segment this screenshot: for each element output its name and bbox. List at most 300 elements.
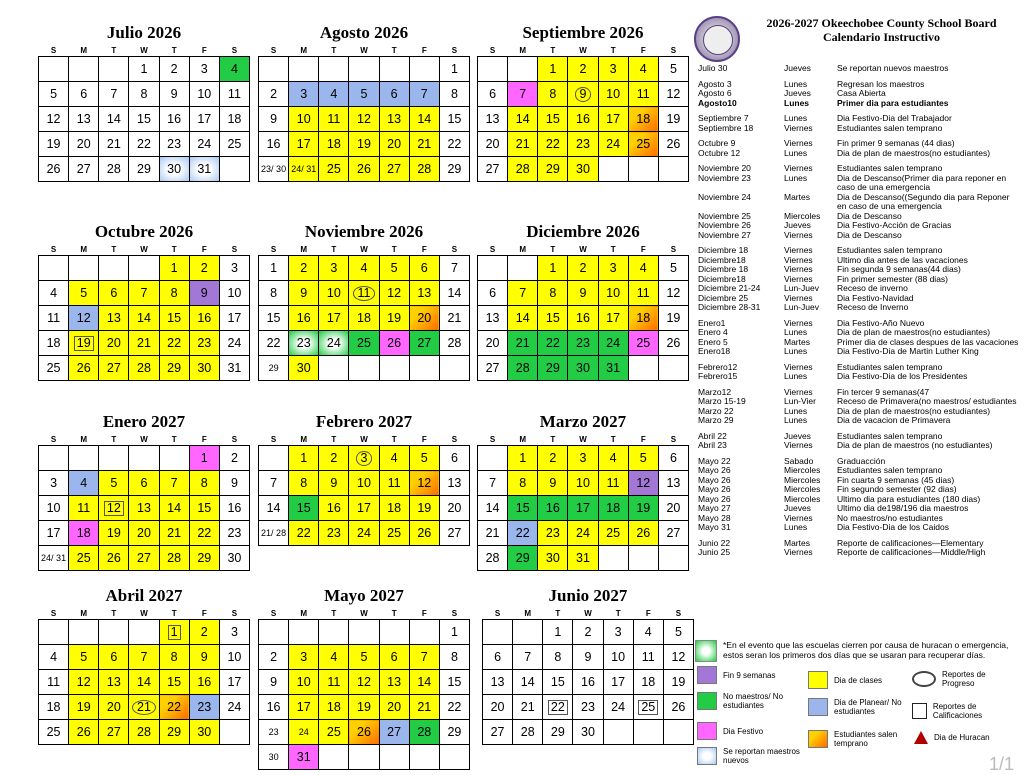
day-number: 24: [227, 335, 242, 350]
day-number: 28: [520, 724, 535, 739]
empty-day-cell: [219, 720, 249, 745]
day-number: 8: [140, 86, 148, 101]
day-number: 30: [197, 360, 212, 375]
event-weekday: Viernes: [784, 292, 813, 303]
day-number: 8: [549, 86, 557, 101]
empty-day-cell: [513, 620, 543, 645]
empty-day-cell: [628, 546, 658, 571]
day-number: 20: [666, 500, 681, 515]
day-number: 30: [227, 550, 242, 565]
day-number: 12: [357, 674, 371, 689]
day-cell: [379, 521, 409, 546]
day-cell: [319, 331, 349, 356]
weekday-header: W: [579, 434, 587, 444]
day-number: 24: [197, 136, 212, 151]
event-description: Dia de vacacion de Primavera: [837, 415, 951, 425]
day-cell: [129, 331, 159, 356]
day-number: 1: [300, 450, 308, 465]
day-number: 18: [606, 500, 621, 515]
day-cell: [483, 695, 513, 720]
event-weekday: Jueves: [784, 88, 811, 98]
day-cell: [289, 496, 319, 521]
week-row: [259, 356, 470, 381]
day-number: 21: [485, 525, 500, 540]
day-cell: [568, 546, 598, 571]
event-row: [698, 372, 1020, 382]
day-cell: [39, 496, 69, 521]
day-number: 2: [200, 624, 208, 639]
day-cell: [99, 496, 129, 521]
day-number: 25: [76, 550, 91, 565]
day-number: 2: [584, 624, 592, 639]
day-cell: [39, 107, 69, 132]
day-number: 14: [137, 674, 151, 689]
day-number: 7: [140, 649, 148, 664]
weekday-header: S: [670, 434, 677, 444]
day-number: 22: [266, 335, 281, 350]
day-cell: [538, 256, 568, 281]
day-number: 9: [579, 285, 587, 300]
day-number: 18: [46, 335, 61, 350]
day-cell: [568, 157, 598, 182]
day-cell: [319, 281, 349, 306]
day-cell: [99, 670, 129, 695]
empty-day-cell: [439, 745, 469, 770]
day-number: 16: [576, 111, 590, 126]
day-cell: [508, 331, 538, 356]
day-cell: [39, 720, 69, 745]
day-cell: [319, 496, 349, 521]
event-weekday: Viernes: [784, 264, 813, 274]
day-cell: [439, 521, 469, 546]
day-number: 11: [636, 86, 650, 101]
day-number: 3: [230, 260, 238, 275]
empty-day-cell: [439, 356, 469, 381]
day-cell: [538, 82, 568, 107]
day-number: 20: [417, 310, 432, 325]
day-number: 7: [519, 86, 527, 101]
day-number: 6: [80, 86, 88, 101]
weekday-header: W: [584, 608, 592, 618]
day-cell: [39, 356, 69, 381]
weekday-header: S: [231, 45, 238, 55]
event-description: Fin segunda 9 semanas(44 dias): [837, 264, 961, 274]
day-cell: [628, 256, 658, 281]
day-cell: [219, 620, 249, 645]
event-weekday: Viernes: [784, 440, 813, 450]
event-weekday: Lunes: [784, 522, 808, 532]
day-number: 5: [390, 260, 398, 275]
week-row: [478, 331, 689, 356]
day-cell: [538, 132, 568, 157]
day-number: 11: [327, 111, 341, 126]
day-cell: [478, 521, 508, 546]
empty-day-cell: [508, 57, 538, 82]
weekday-header: S: [231, 244, 238, 254]
day-cell: [289, 695, 319, 720]
day-number: 7: [140, 285, 148, 300]
day-number: 11: [353, 286, 376, 301]
day-cell: [543, 695, 573, 720]
day-number: 20: [387, 136, 402, 151]
day-cell: [349, 720, 379, 745]
day-cell: [189, 645, 219, 670]
day-cell: [439, 620, 469, 645]
day-number: 5: [674, 624, 682, 639]
day-number: 29: [545, 161, 560, 176]
day-number: 20: [106, 335, 121, 350]
day-cell: [508, 496, 538, 521]
day-cell: [508, 471, 538, 496]
day-number: 26: [666, 136, 681, 151]
weekday-header: S: [494, 608, 501, 618]
day-cell: [259, 107, 289, 132]
day-cell: [289, 471, 319, 496]
day-cell: [69, 471, 99, 496]
event-weekday: Lun-Juev: [784, 302, 819, 312]
weekday-header: S: [50, 45, 57, 55]
day-number: 23: [268, 727, 279, 737]
day-number: 17: [296, 699, 311, 714]
day-number: 21: [417, 136, 432, 151]
day-number: 27: [447, 525, 462, 540]
day-number: 3: [200, 61, 208, 76]
empty-day-cell: [349, 620, 379, 645]
red-triangle-icon: [914, 731, 928, 744]
day-number: 8: [554, 649, 562, 664]
day-number: 14: [137, 310, 151, 325]
day-number: 11: [77, 500, 91, 515]
day-cell: [409, 446, 439, 471]
event-weekday: Lun-Vier: [784, 396, 816, 406]
weekday-header: S: [270, 608, 277, 618]
day-cell: [319, 670, 349, 695]
day-cell: [129, 546, 159, 571]
event-date: Diciembre18: [698, 254, 746, 265]
empty-day-cell: [99, 57, 129, 82]
day-cell: [319, 132, 349, 157]
day-number: 26: [357, 724, 371, 739]
page-indicator: 1/1: [988, 754, 1014, 774]
day-number: 16: [167, 111, 182, 126]
event-row: [698, 149, 1020, 159]
day-number: 13: [485, 111, 500, 126]
week-row: [483, 670, 694, 695]
day-number: 26: [671, 699, 686, 714]
day-cell: [513, 670, 543, 695]
day-cell: [603, 670, 633, 695]
day-cell: [658, 82, 688, 107]
day-cell: [159, 132, 189, 157]
empty-day-cell: [658, 546, 688, 571]
day-number: 24/ 31: [41, 553, 67, 563]
day-number: 12: [671, 649, 686, 664]
day-cell: [379, 670, 409, 695]
week-row: [478, 132, 689, 157]
day-number: 22: [447, 136, 462, 151]
event-description: Primer dia de clases despues de las vacaciones: [837, 336, 1019, 347]
day-cell: [99, 281, 129, 306]
event-row: [698, 523, 1020, 533]
day-number: 19: [74, 336, 94, 351]
day-cell: [483, 670, 513, 695]
day-number: 17: [296, 136, 311, 151]
weekday-header: S: [50, 434, 57, 444]
day-cell: [289, 331, 319, 356]
day-number: 10: [227, 649, 242, 664]
day-cell: [189, 57, 219, 82]
day-number: 26: [76, 724, 91, 739]
day-cell: [439, 82, 469, 107]
day-cell: [99, 82, 129, 107]
day-cell: [189, 620, 219, 645]
day-number: 2: [300, 260, 308, 275]
event-description: Dia Festivo-Navidad: [837, 292, 914, 303]
day-number: 28: [137, 724, 151, 739]
day-number: 23: [296, 335, 311, 350]
day-number: 27: [387, 161, 402, 176]
day-cell: [409, 132, 439, 157]
week-row: [39, 256, 250, 281]
day-cell: [39, 157, 69, 182]
day-cell: [189, 82, 219, 107]
weekday-header: T: [555, 608, 561, 618]
weekday-header: T: [171, 608, 177, 618]
weekday-header: F: [640, 434, 646, 444]
day-cell: [633, 645, 663, 670]
day-cell: [409, 107, 439, 132]
day-cell: [508, 306, 538, 331]
day-cell: [543, 645, 573, 670]
event-row: [698, 347, 1020, 357]
week-row: [478, 356, 689, 381]
event-description: Dia de Descanso(Primer dia para reponer en caso de una emergencia: [837, 172, 1007, 192]
event-description: Fin tercer 9 semanas(47: [837, 386, 930, 397]
day-cell: [289, 645, 319, 670]
day-cell: [349, 132, 379, 157]
weekday-header: T: [391, 244, 397, 254]
day-number: 10: [576, 475, 590, 490]
event-weekday: Lunes: [784, 346, 808, 356]
day-cell: [159, 107, 189, 132]
event-date: Noviembre 20: [698, 163, 751, 173]
oval-marker-icon: [912, 671, 936, 687]
day-cell: [658, 132, 688, 157]
day-cell: [439, 496, 469, 521]
light-blue-swatch-icon: [697, 747, 717, 765]
day-number: 5: [360, 649, 368, 664]
event-date: Diciembre 21-24: [698, 283, 761, 293]
day-cell: [69, 645, 99, 670]
week-row: [259, 620, 470, 645]
weekday-header: W: [360, 244, 368, 254]
day-cell: [159, 356, 189, 381]
day-number: 10: [611, 649, 626, 664]
day-number: 2: [230, 450, 238, 465]
day-number: 5: [50, 86, 58, 101]
day-cell: [483, 645, 513, 670]
yellow-swatch-icon: [808, 671, 828, 689]
day-cell: [219, 306, 249, 331]
day-number: 23: [576, 136, 590, 151]
weekday-header: T: [171, 244, 177, 254]
day-cell: [39, 132, 69, 157]
day-number: 17: [227, 674, 242, 689]
day-cell: [409, 720, 439, 745]
day-number: 12: [104, 501, 124, 516]
day-number: 27: [490, 724, 505, 739]
day-number: 4: [230, 61, 238, 76]
event-row: [698, 64, 1020, 74]
month-title: Noviembre 2026: [304, 222, 424, 241]
day-number: 27: [666, 525, 681, 540]
day-cell: [129, 356, 159, 381]
weekday-header: M: [300, 244, 308, 254]
day-number: 5: [80, 285, 88, 300]
day-cell: [478, 471, 508, 496]
weekday-header: S: [451, 434, 458, 444]
day-number: 24: [576, 525, 590, 540]
day-number: 19: [417, 500, 432, 515]
day-cell: [289, 356, 319, 381]
day-number: 31: [227, 360, 242, 375]
weekday-header: M: [300, 45, 308, 55]
day-number: 25: [387, 525, 402, 540]
weekday-header: T: [331, 45, 337, 55]
day-number: 12: [387, 285, 402, 300]
day-number: 1: [168, 625, 181, 640]
day-number: 16: [266, 699, 281, 714]
day-number: 22: [515, 525, 530, 540]
week-row: [478, 546, 689, 571]
month-sep: [477, 22, 689, 182]
month-may: [258, 585, 470, 770]
week-row: [259, 107, 470, 132]
header-subtitle: Calendario Instructivo: [823, 30, 940, 44]
month-abr: [38, 585, 250, 745]
week-row: [483, 720, 694, 745]
empty-day-cell: [259, 620, 289, 645]
day-cell: [349, 107, 379, 132]
day-number: 6: [669, 450, 677, 465]
event-description: Primer dia para estudiantes: [837, 97, 949, 108]
weekday-header: S: [231, 434, 238, 444]
weekday-header: T: [331, 608, 337, 618]
event-weekday: Jueves: [784, 503, 811, 513]
day-number: 9: [300, 285, 308, 300]
day-cell: [409, 331, 439, 356]
day-cell: [259, 132, 289, 157]
event-weekday: Lunes: [784, 327, 808, 337]
day-number: 19: [666, 310, 681, 325]
week-row: [39, 471, 250, 496]
day-number: 21: [515, 335, 530, 350]
day-number: 7: [170, 475, 178, 490]
day-cell: [129, 107, 159, 132]
event-weekday: Martes: [784, 537, 810, 548]
day-cell: [663, 670, 693, 695]
day-cell: [573, 720, 603, 745]
event-date: Agosto10: [698, 97, 737, 108]
event-weekday: Martes: [784, 191, 810, 202]
week-row: [478, 157, 689, 182]
day-cell: [379, 82, 409, 107]
weekday-header: T: [111, 45, 117, 55]
day-cell: [129, 157, 159, 182]
empty-day-cell: [483, 620, 513, 645]
day-number: 4: [50, 649, 58, 664]
day-cell: [478, 107, 508, 132]
day-number: 16: [266, 136, 281, 151]
weekday-header: T: [111, 434, 117, 444]
month-title: Agosto 2026: [319, 23, 409, 42]
day-cell: [289, 132, 319, 157]
day-number: 15: [197, 500, 212, 515]
weekday-header: W: [360, 434, 368, 444]
empty-day-cell: [99, 256, 129, 281]
day-number: 5: [669, 260, 677, 275]
empty-day-cell: [658, 356, 688, 381]
day-cell: [219, 496, 249, 521]
month-title: Diciembre 2026: [526, 222, 640, 241]
weekday-header: S: [270, 45, 277, 55]
day-cell: [349, 521, 379, 546]
week-row: [39, 496, 250, 521]
day-cell: [69, 670, 99, 695]
day-number: 19: [76, 699, 91, 714]
day-cell: [478, 496, 508, 521]
month-title: Febrero 2027: [315, 412, 413, 431]
day-cell: [99, 720, 129, 745]
day-cell: [478, 157, 508, 182]
event-description: Regresan los maestros: [837, 78, 925, 89]
day-cell: [439, 471, 469, 496]
day-cell: [628, 331, 658, 356]
day-cell: [379, 256, 409, 281]
day-cell: [159, 82, 189, 107]
event-date: Diciembre 25: [698, 292, 749, 303]
day-number: 17: [606, 310, 621, 325]
day-number: 21: [167, 525, 182, 540]
day-cell: [289, 306, 319, 331]
day-number: 6: [110, 285, 118, 300]
day-number: 3: [356, 451, 373, 466]
day-number: 23: [197, 699, 212, 714]
week-row: [478, 281, 689, 306]
day-cell: [439, 331, 469, 356]
event-date: Octubre 9: [698, 138, 736, 148]
day-cell: [628, 82, 658, 107]
event-date: Enero 5: [698, 336, 728, 347]
day-cell: [409, 82, 439, 107]
day-number: 12: [46, 111, 61, 126]
day-number: 11: [387, 475, 401, 490]
day-cell: [628, 132, 658, 157]
day-cell: [628, 57, 658, 82]
day-number: 15: [137, 111, 151, 126]
day-number: 6: [489, 285, 497, 300]
day-cell: [508, 157, 538, 182]
event-description: Fin segundo semester (92 dias): [837, 484, 957, 494]
event-weekday: Jueves: [784, 220, 811, 230]
day-cell: [99, 356, 129, 381]
day-cell: [598, 281, 628, 306]
day-cell: [538, 57, 568, 82]
weekday-header: S: [675, 608, 682, 618]
day-number: 9: [170, 86, 178, 101]
event-description: Dia de Descanso: [837, 229, 902, 240]
event-date: Octubre 12: [698, 147, 741, 158]
